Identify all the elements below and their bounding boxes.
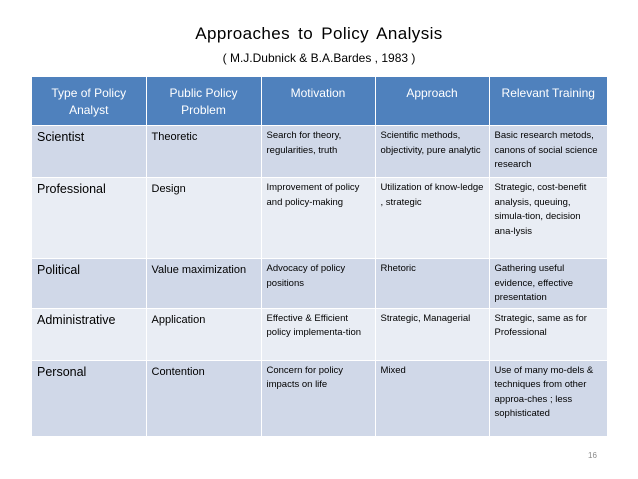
column-header-relevant-training: Relevant Training bbox=[489, 77, 607, 126]
page-number: 16 bbox=[588, 451, 597, 460]
table-cell: Use of many mo-dels & techniques from other approa-ches ; less sophisticated bbox=[489, 360, 607, 436]
table-row bbox=[32, 178, 607, 259]
table-cell: Administrative bbox=[32, 308, 146, 360]
table-cell: Mixed bbox=[375, 360, 489, 436]
table-cell: Political bbox=[32, 259, 146, 309]
table-cell: Strategic, cost-benefit analysis, queuing, simula-tion, decision ana-lysis bbox=[489, 178, 607, 259]
column-header-analyst-type: Type of Policy Analyst bbox=[32, 77, 146, 126]
table-row bbox=[32, 126, 607, 178]
table-cell: Utilization of know-ledge , strategic bbox=[375, 178, 489, 259]
table-cell: Gathering useful evidence, effective presentation bbox=[489, 259, 607, 309]
table-cell: Contention bbox=[146, 360, 261, 436]
slide-subtitle: ( M.J.Dubnick & B.A.Bardes , 1983 ) bbox=[222, 51, 416, 65]
table-cell: Strategic, same as for Professional bbox=[489, 308, 607, 360]
table-cell: Effective & Efficient policy implementa-tion bbox=[261, 308, 375, 360]
table-cell: Design bbox=[146, 178, 261, 259]
table-header-row bbox=[32, 77, 607, 126]
table-cell: Application bbox=[146, 308, 261, 360]
table-cell: Strategic, Managerial bbox=[375, 308, 489, 360]
table-cell: Search for theory, regularities, truth bbox=[261, 126, 375, 178]
column-header-motivation: Motivation bbox=[261, 77, 375, 126]
table-cell: Theoretic bbox=[146, 126, 261, 178]
column-header-approach: Approach bbox=[375, 77, 489, 126]
policy-approaches-table bbox=[32, 77, 607, 436]
table-row bbox=[32, 259, 607, 309]
table-cell: Basic research metods, canons of social science research bbox=[489, 126, 607, 178]
table-cell: Scientist bbox=[32, 126, 146, 178]
table-cell: Concern for policy impacts on life bbox=[261, 360, 375, 436]
column-header-policy-problem: Public Policy Problem bbox=[146, 77, 261, 126]
table-cell: Professional bbox=[32, 178, 146, 259]
table-row bbox=[32, 360, 607, 436]
table-cell: Personal bbox=[32, 360, 146, 436]
table-cell: Improvement of policy and policy-making bbox=[261, 178, 375, 259]
slide-title: Approaches to Policy Analysis bbox=[195, 24, 443, 43]
table-row bbox=[32, 308, 607, 360]
table-cell: Advocacy of policy positions bbox=[261, 259, 375, 309]
table-cell: Scientific methods, objectivity, pure analytic bbox=[375, 126, 489, 178]
table-cell: Rhetoric bbox=[375, 259, 489, 309]
table-cell: Value maximization bbox=[146, 259, 261, 309]
